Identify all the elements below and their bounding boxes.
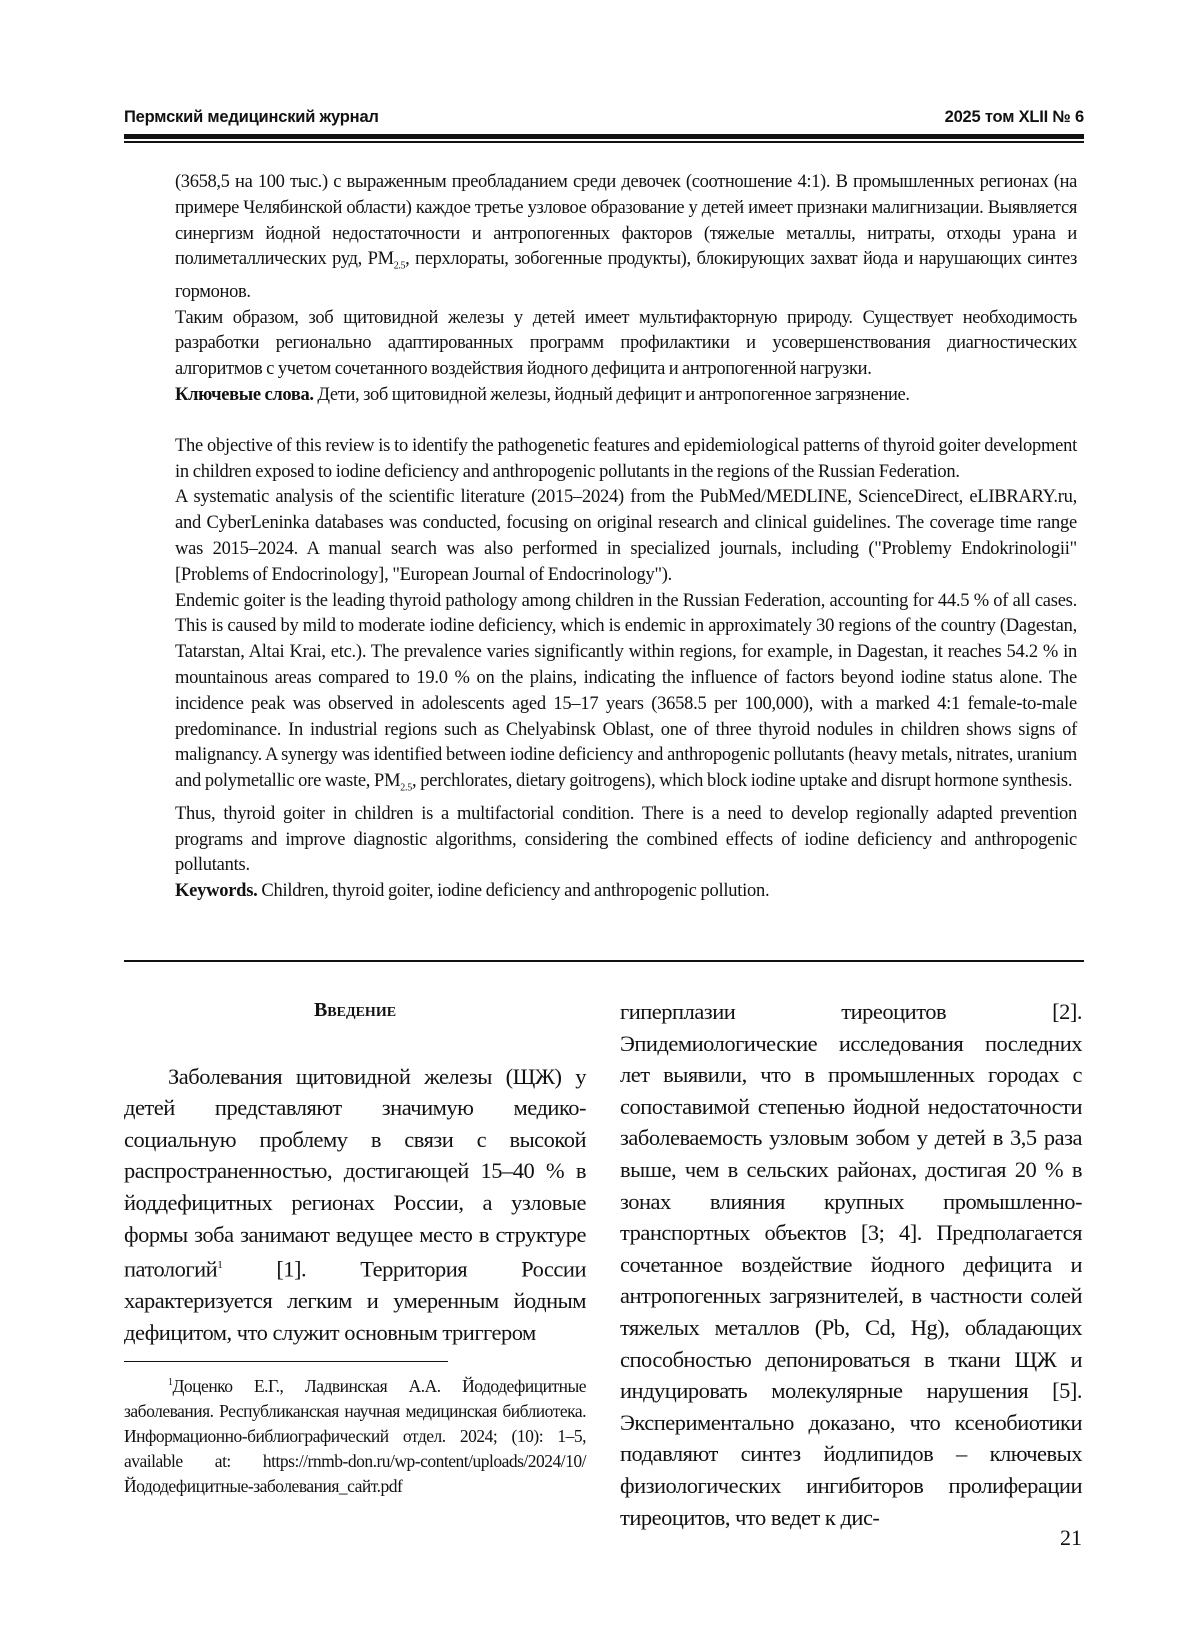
abstract-block xyxy=(175,170,1077,905)
running-header xyxy=(124,108,1084,134)
left-column xyxy=(124,995,586,1348)
abstract-ru-keywords: Ключевые слова. Дети, зоб щитовидной железы, йодный дефицит и антропогенное загрязнение. xyxy=(175,385,910,406)
journal-name: Пермский медицинский журнал xyxy=(124,108,379,126)
footnote-marker: 1 xyxy=(168,1377,173,1388)
abstract-en-conclusion: Thus, thyroid goiter in children is a multifactorial condition. There is a need to develop regionally adapted prevention programs and improve diagnostic algorithms, considering the combined effects of iodine deficiency and anthropogenic pollutants. xyxy=(175,803,1077,876)
section-heading: Введение xyxy=(313,999,397,1021)
abstract-ru-conclusion: Таким образом, зоб щитовидной железы у детей имеет мультифакторную природу. Существует необходимость разработки регионально адаптированных программ профилактики и усовершенствования диагностических алгоритмов с учетом сочетанного воздействия йодного дефицита и антропогенной нагрузки. xyxy=(175,307,1077,380)
right-column xyxy=(620,996,1082,1533)
section-divider xyxy=(124,960,1084,962)
abstract-en-methods: A systematic analysis of the scientific literature (2015–2024) from the PubMed/MEDLINE, ScienceDirect, eLIBRARY.ru, and CyberLeninka databases was conducted, focusing on original research and clinical guidelines. The coverage time range was 2015–2024. A manual search was also performed in specialized journals, including ("Problemy Endokrinologii" [Problems of Endocrinology], "European Journal of Endocrinology"). xyxy=(175,487,1077,585)
abstract-en-results: Endemic goiter is the leading thyroid pathology among children in the Russian Federation, accounting for 44.5 % of all cases. This is caused by mild to moderate iodine deficiency, which is endemic in approximately 30 regions of the country (Dagestan, Tatarstan, Altai Krai, etc.). The prevalence varies significantly within regions, for example, in Dagestan, it reaches 54.2 % in mountainous areas compared to 19.0 % on the plains, indicating the influence of factors beyond iodine status alone. The incidence peak was observed in adolescents aged 15–17 years (3658.5 per 100,000), with a marked 4:1 female-to-male predominance. In industrial regions such as Chelyabinsk Oblast, one of three thyroid nodules in children shows signs of malignancy. A synergy was identified between iodine deficiency and anthropogenic pollutants (heavy metals, nitrates, uranium and polymetallic ore waste, $PM_{2.5}$, perchlorates, dietary goitrogens), which block iodine uptake and disrupt hormone synthesis. xyxy=(175,590,1077,794)
header-rule-thick xyxy=(124,134,1084,139)
footnote xyxy=(124,1370,586,1499)
footnote-text: Доценко Е.Г., Ладвинская А.А. Йододефицитные заболевания. Республиканская научная медицинская библиотека. Информационно-библиографический отдел. 2024; (10): 1–5, available at: https://rnmb-don.ru/wp-content/uploads/2024/10/Йододефицитные-заболевания_сайт.pdf xyxy=(124,1375,586,1496)
intro-paragraph-continued: гиперплазии тиреоцитов [2]. Эпидемиологические исследования последних лет выявили, что в промышленных городах с сопоставимой степенью йодной недостаточности заболеваемость узловым зобом у детей в 3,5 раза выше, чем в сельских районах, достигая 20 % в зонах влияния крупных промышленно-транспортных объектов [3; 4]. Предполагается сочетанное воздействие йодного дефицита и антропогенных загрязнителей, в частности солей тяжелых металлов (Pb, Cd, Hg), обладающих способностью депонироваться в ткани ЩЖ и индуцировать молекулярные нарушения [5]. Экспериментально доказано, что ксенобиотики подавляют синтез йодлипидов – ключевых физиологических ингибиторов пролиферации тиреоцитов, что ведет к дис- xyxy=(620,999,1082,1530)
issue-info: 2025 том XLII № 6 xyxy=(944,108,1084,126)
abstract-en-keywords: Keywords. Children, thyroid goiter, iodine deficiency and anthropogenic pollution. xyxy=(175,881,770,902)
footnote-ref[interactable]: 1 xyxy=(217,1259,223,1272)
footnote-rule xyxy=(124,1361,448,1362)
abstract-ru-paragraph: (3658,5 на 100 тыс.) с выраженным преобладанием среди девочек (соотношение 4:1). В промышленных регионах (на примере Челябинской области) каждое третье узловое образование у детей имеет признаки малигнизации. Выявляется синергизм йодной недостаточности и антропогенных факторов (тяжелые металлы, нитраты, отходы урана и полиметаллических руд, $PM_{2.5}$, перхлораты, зобогенные продукты), блокирующих захват йода и нарушающих синтез гормонов. xyxy=(175,172,1077,302)
abstract-en-objective: The objective of this review is to identify the pathogenetic features and epidemiological patterns of thyroid goiter development in children exposed to iodine deficiency and anthropogenic pollutants in the regions of the Russian Federation. xyxy=(175,435,1077,482)
intro-paragraph: Заболевания щитовидной железы (ЩЖ) у детей представляют значимую медико-социальную проблему в связи с высокой распространенностью, достигающей 15–40 % в йоддефицитных регионах России, а узловые формы зоба занимают ведущее место в структуре патологий$^1$ [1]. Территория России характеризуется легким и умеренным йодным дефицитом, что служит основным триггером xyxy=(124,1063,586,1345)
page-number: 21 xyxy=(1060,1525,1082,1550)
header-rule-thin xyxy=(124,141,1084,143)
